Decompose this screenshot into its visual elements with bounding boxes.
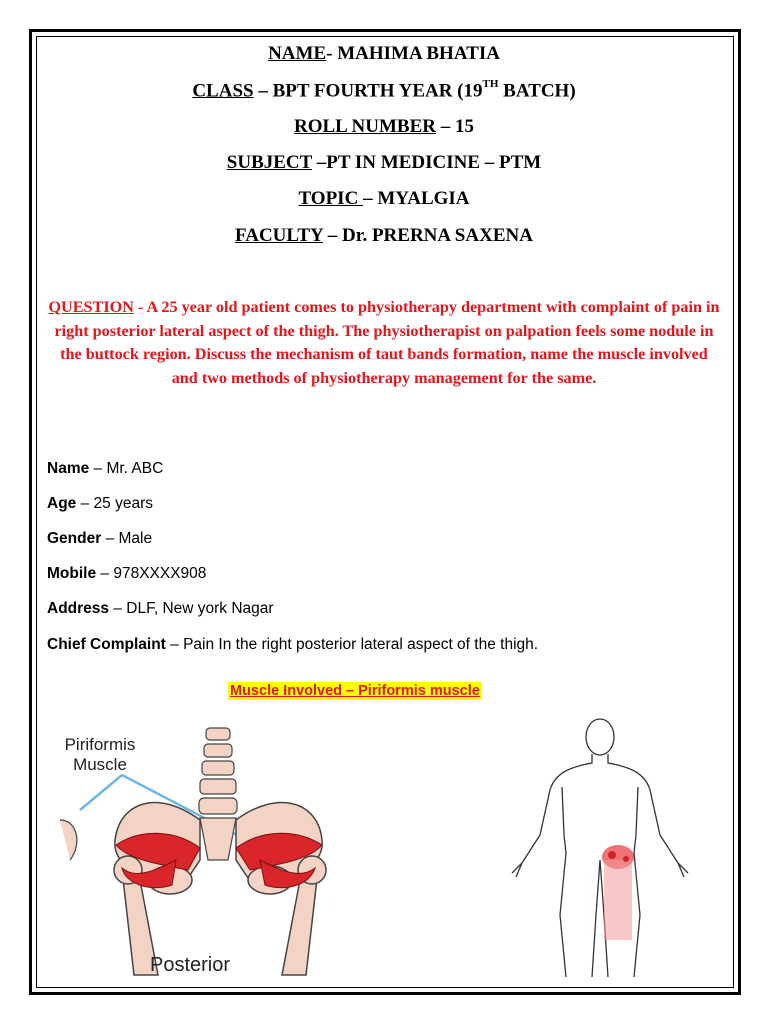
faculty-line <box>0 225 768 247</box>
question-label: QUESTION <box>48 298 134 316</box>
patient-field-value: – Mr. ABC <box>89 460 164 477</box>
topic-label: TOPIC <box>298 188 364 209</box>
pelvis-illustration <box>60 720 380 980</box>
class-label: CLASS <box>192 80 254 102</box>
patient-field-value: – DLF, New york Nagar <box>109 600 274 617</box>
body-outline-illustration <box>500 715 700 980</box>
question-block <box>46 296 722 390</box>
class-line <box>0 80 768 102</box>
name-label: NAME <box>268 43 327 64</box>
subject-line <box>0 152 768 174</box>
topic-value: – MYALGIA <box>363 188 470 209</box>
question-text: - A 25 year old patient comes to physiotherapy department with complaint of pain in right posterior lateral aspect of the thigh. The physiotherapist on palpation feels some nodule in the buttock region. Discuss the mechanism of taut bands formation, name the muscle involved and two methods of physiotherapy management for the same. <box>54 298 720 387</box>
topic-line <box>0 188 768 210</box>
pain-region-icon <box>602 845 634 940</box>
patient-field-value: – Pain In the right posterior lateral aspect of the thigh. <box>165 636 539 653</box>
pointer-line-left <box>80 775 122 810</box>
patient-name-row <box>47 460 163 478</box>
faculty-value: – Dr. PRERNA SAXENA <box>323 225 533 246</box>
class-value-b: BATCH) <box>498 80 576 102</box>
class-value-a: – BPT FOURTH YEAR (19 <box>253 80 483 102</box>
subject-label: SUBJECT <box>226 152 312 173</box>
faculty-label: FACULTY <box>235 225 324 246</box>
class-superscript: TH <box>482 78 499 90</box>
patient-field-label: Mobile <box>47 565 97 582</box>
patient-complaint-row <box>47 636 538 654</box>
patient-field-label: Name <box>47 460 90 477</box>
patient-field-value: – 978XXXX908 <box>96 565 207 582</box>
patient-gender-row <box>47 530 152 548</box>
patient-mobile-row <box>47 565 206 583</box>
roll-value: – 15 <box>436 116 474 137</box>
piriformis-label-line1: Piriformis <box>64 735 136 754</box>
patient-field-label: Address <box>47 600 110 617</box>
patient-field-value: – 25 years <box>76 495 153 512</box>
patient-field-label: Gender <box>47 530 102 547</box>
human-body-outline-icon <box>512 719 688 977</box>
subject-value: –PT IN MEDICINE – PTM <box>311 152 542 173</box>
patient-age-row <box>47 495 153 513</box>
piriformis-label-line2: Muscle <box>73 755 127 774</box>
patient-address-row <box>47 600 274 618</box>
patient-field-value: – Male <box>101 530 153 547</box>
patient-field-label: Age <box>47 495 77 512</box>
partial-bone-edge <box>60 820 77 860</box>
name-value: - MAHIMA BHATIA <box>326 43 500 64</box>
roll-label: ROLL NUMBER <box>294 116 436 137</box>
spine-icon <box>199 728 237 860</box>
posterior-caption: Posterior <box>149 954 231 976</box>
roll-line <box>0 116 768 138</box>
name-line <box>0 43 768 65</box>
patient-field-label: Chief Complaint <box>47 636 166 653</box>
muscle-involved-title: Muscle Involved – Piriformis muscle <box>230 683 480 699</box>
